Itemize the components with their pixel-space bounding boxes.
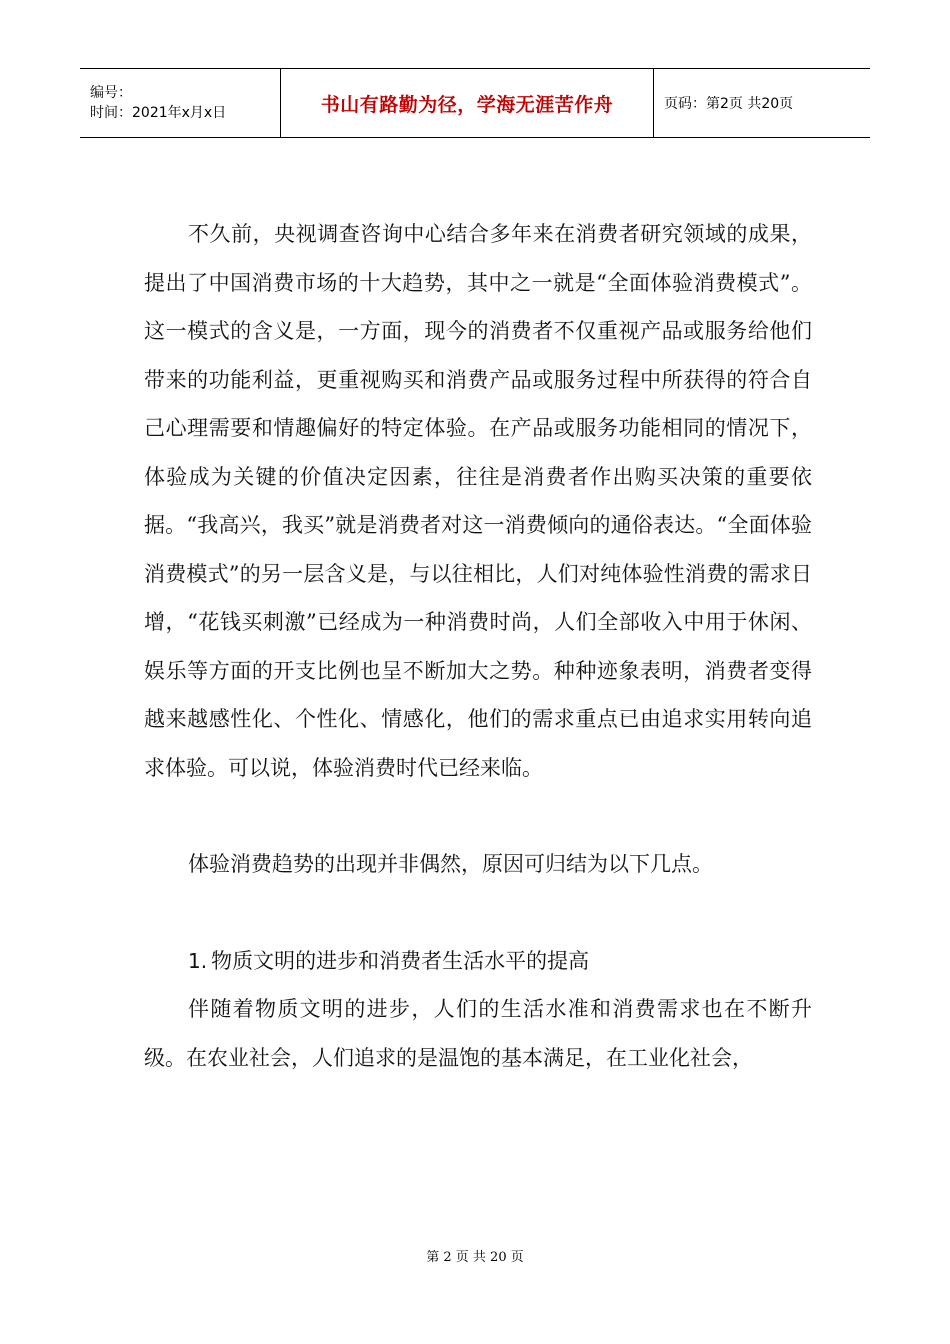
header-number-label: 编号： — [90, 85, 132, 101]
body-paragraph-3: 伴随着物质文明的进步，人们的生活水准和消费需求也在不断升级。在农业社会，人们追求的是温饱的基本满足，在工业化社会， — [144, 997, 812, 1070]
body-paragraph-2: 体验消费趋势的出现并非偶然，原因可归结为以下几点。 — [188, 852, 713, 876]
document-body — [144, 210, 812, 1082]
section-heading-1 — [144, 937, 812, 986]
header-motto: 书山有路勤为径，学海无涯苦作舟 — [320, 93, 614, 116]
section-heading-number: 1. — [188, 948, 208, 973]
header-time-label: 时间：2021年x月x日 — [90, 105, 227, 121]
document-header — [80, 68, 870, 138]
body-paragraph-1: 不久前，央视调查咨询中心结合多年来在消费者研究领域的成果，提出了中国消费市场的十大趋势，其中之一就是“全面体验消费模式”。这一模式的含义是，一方面，现今的消费者不仅重视产品或服务给他们带来的功能利益，更重视购买和消费产品或服务过程中所获得的符合自己心理需要和情趣偏好的特定体验。在产品或服务功能相同的情况下，体验成为关键的价值决定因素，往往是消费者作出购买决策的重要依据。“我高兴，我买”就是消费者对这一消费倾向的通俗表达。“全面体验消费模式”的另一层含义是，与以往相比，人们对纯体验性消费的需求日增，“花钱买刺激”已经成为一种消费时尚，人们全部收入中用于休闲、娱乐等方面的开支比例也呈不断加大之势。种种迹象表明，消费者变得越来越感性化、个性化、情感化，他们的需求重点已由追求实用转向追求体验。可以说，体验消费时代已经来临。 — [144, 222, 812, 780]
section-heading-text: 物质文明的进步和消费者生活水平的提高 — [211, 948, 590, 973]
header-page-info: 页码：第2页 共20页 — [664, 96, 794, 112]
page-footer: 第 2 页 共 20 页 — [426, 1250, 524, 1265]
header-page-cell — [654, 69, 870, 137]
header-meta-cell — [80, 69, 281, 137]
header-motto-cell — [281, 69, 654, 137]
